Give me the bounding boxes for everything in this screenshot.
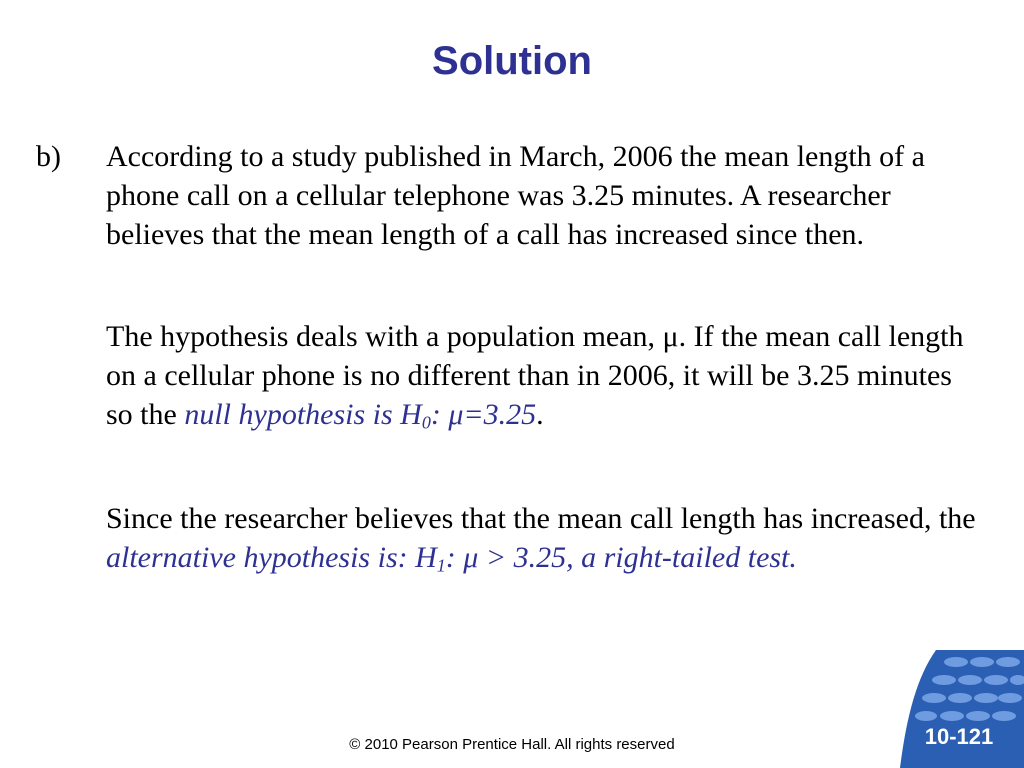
p3-text: Since the researcher believes that the mean call length has increased, the — [106, 502, 976, 535]
pearson-logo-icon — [900, 650, 1024, 768]
paragraph-study: According to a study published in March, 2006 the mean length of a phone call on a cellular telephone was 3.25 minutes. A researcher believes that the mean length of a call has increased since then. — [106, 140, 925, 251]
alternative-hypothesis-text — [106, 541, 797, 574]
alternative-hypothesis-label: alternative hypothesis is: H — [106, 541, 437, 574]
page-number: 10-121 — [924, 724, 994, 749]
alternative-hypothesis-subscript: 1 — [436, 555, 446, 576]
null-hypothesis-label: null hypothesis is H — [184, 398, 422, 431]
alternative-hypothesis-value: : μ > 3.25, a right-tailed test. — [445, 541, 797, 574]
p2-end: . — [536, 398, 544, 431]
null-hypothesis-subscript: 0 — [421, 412, 431, 433]
null-hypothesis-value: : μ=3.25 — [430, 398, 537, 431]
copyright-footer: © 2010 Pearson Prentice Hall. All rights reserved — [349, 736, 675, 753]
slide-title: Solution — [432, 39, 592, 83]
null-hypothesis-text — [184, 398, 536, 431]
paragraph-null-hypothesis — [106, 317, 986, 434]
list-marker: b) — [36, 140, 61, 173]
p2-text: The hypothesis deals with a population mean, μ. If the mean call length on a cellular phone is no different than in 2006, it will be 3.25 minutes so the — [106, 320, 964, 431]
paragraph-alternative-hypothesis — [106, 499, 986, 577]
